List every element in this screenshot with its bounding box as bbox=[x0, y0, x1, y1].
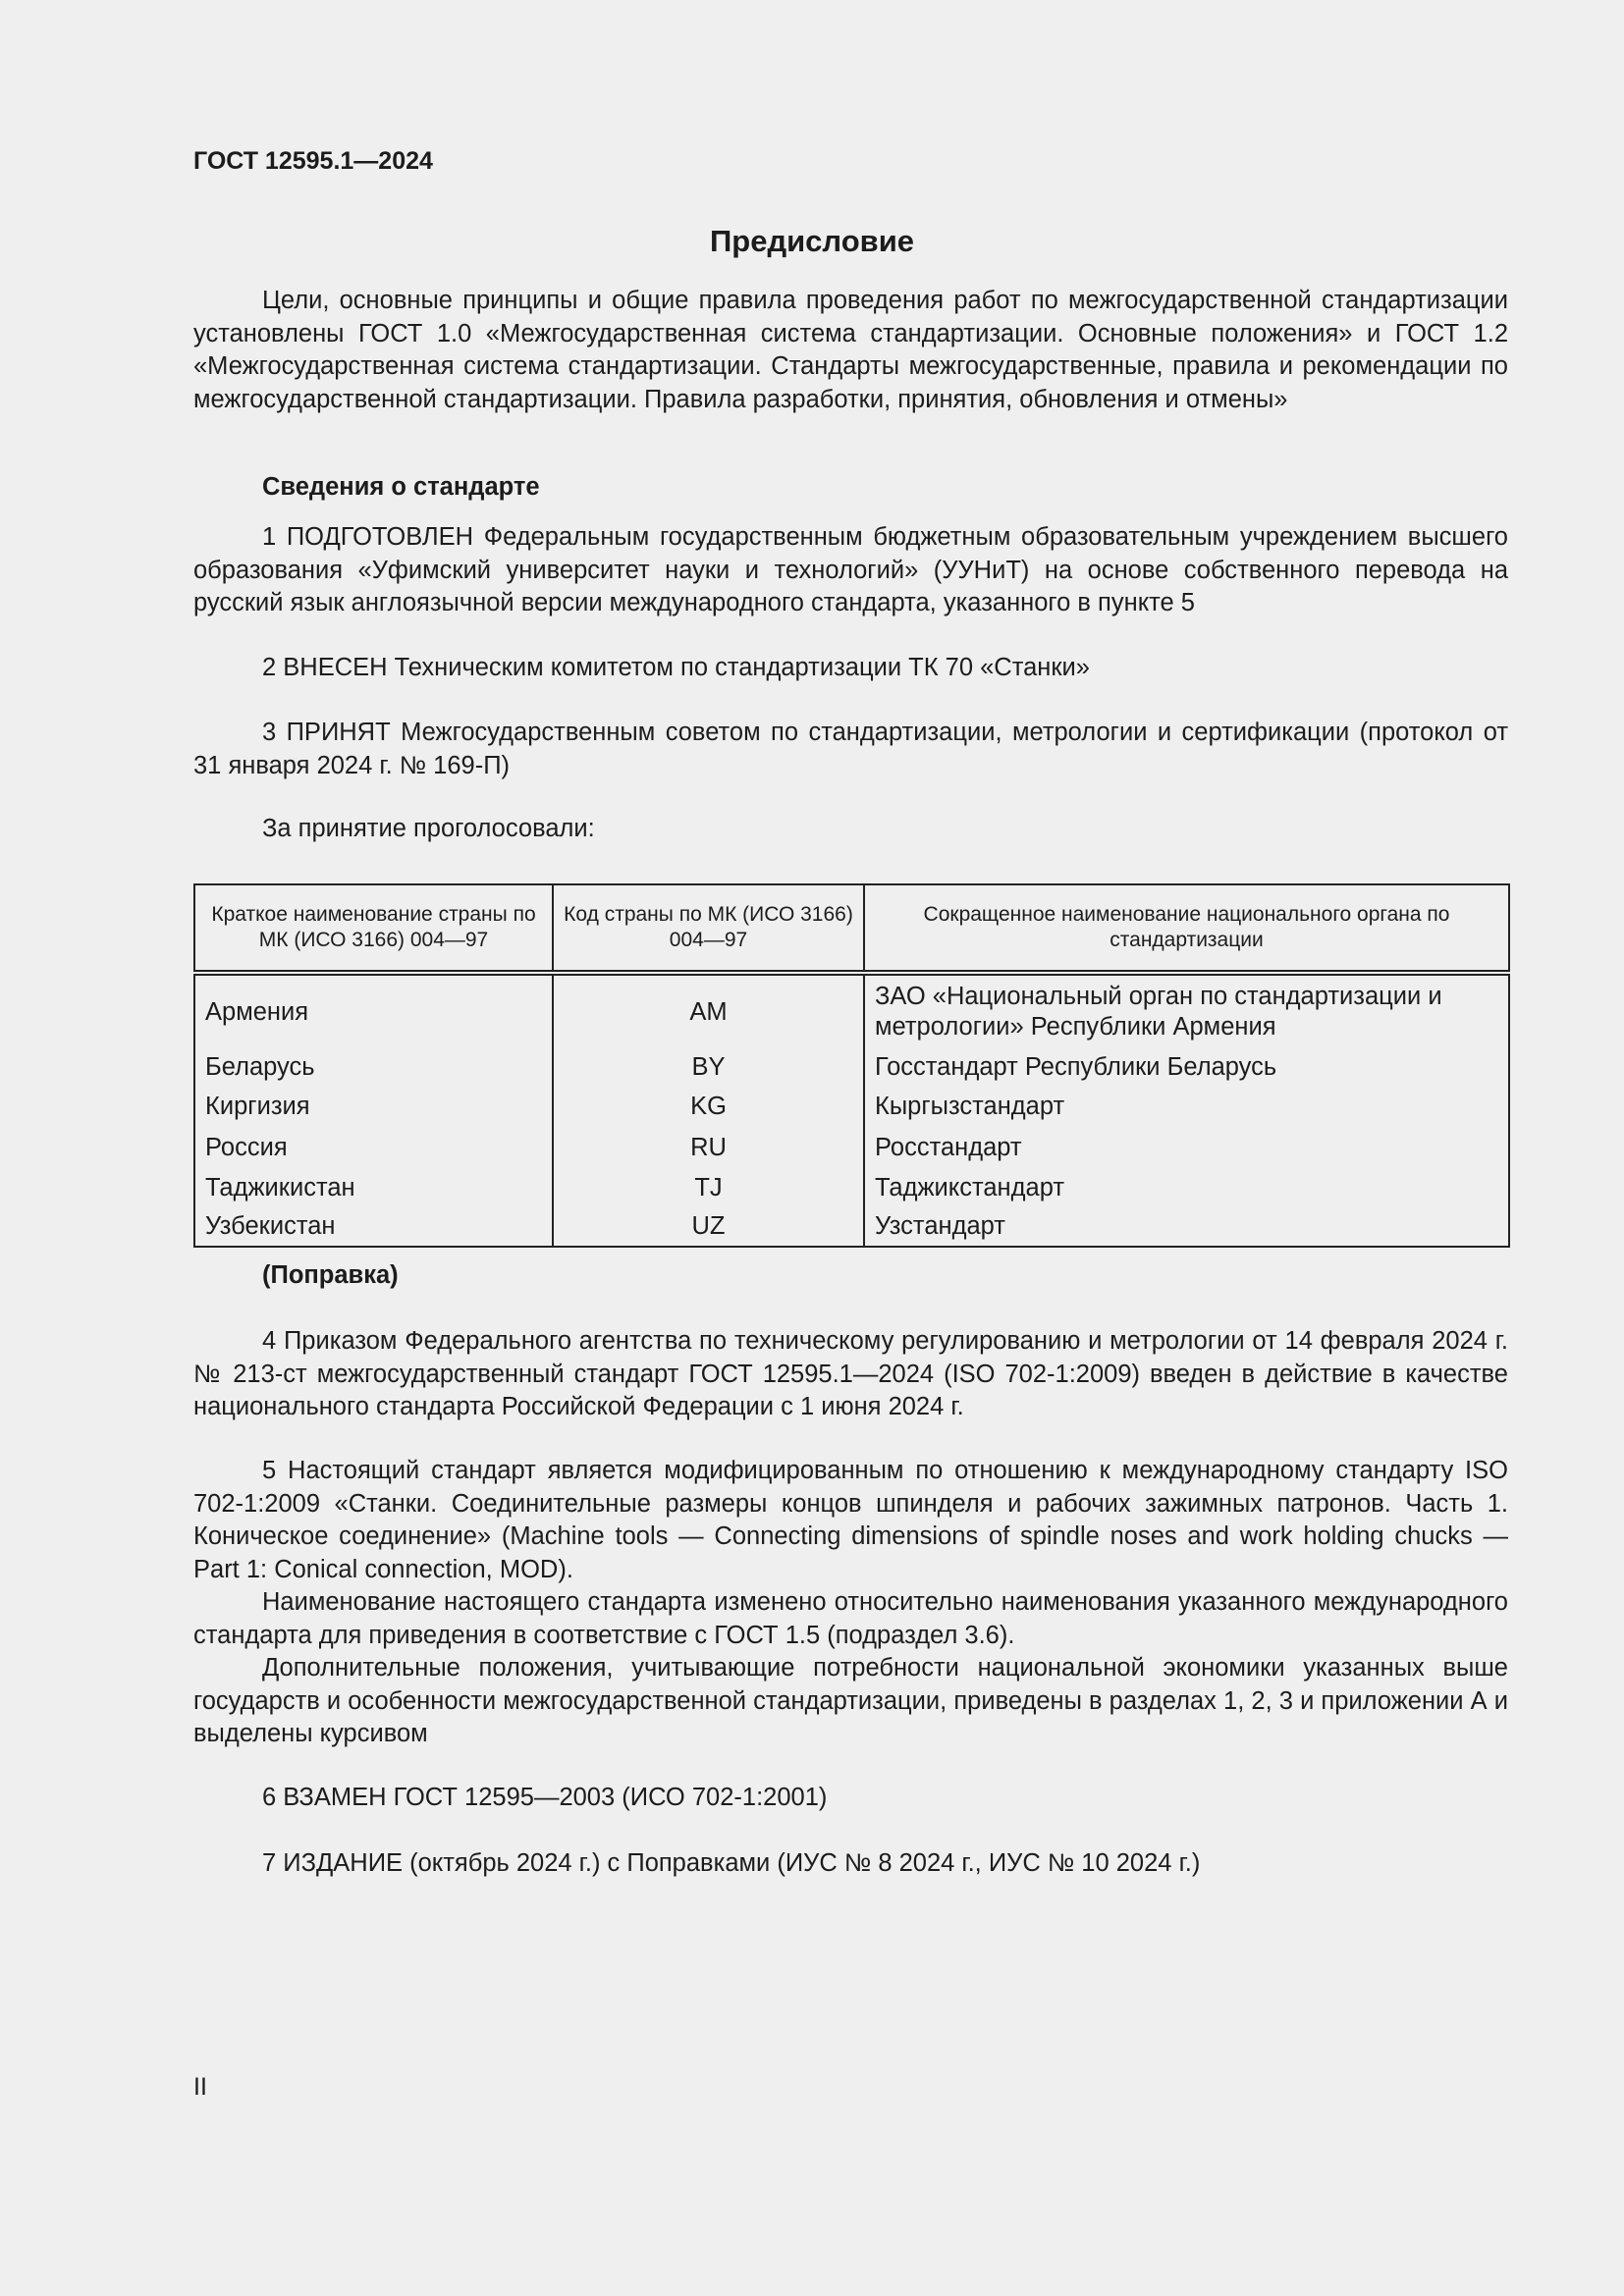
item-5-paragraph-2: Наименование настоящего стандарта изменено относительно наименования указанного международного стандарта для приведения в соответствие с ГОСТ 1.5 (подраздел 3.6). bbox=[193, 1588, 1508, 1649]
body-cell: Госстандарт Республики Беларусь bbox=[864, 1048, 1509, 1086]
body-cell: Узстандарт bbox=[864, 1207, 1509, 1247]
voting-countries-table bbox=[193, 883, 1510, 1248]
document-header: ГОСТ 12595.1—2024 bbox=[193, 147, 433, 175]
intro-paragraph: Цели, основные принципы и общие правила проведения работ по межгосударственной стандартизации установлены ГОСТ 1.0 «Межгосударственная система стандартизации. Основные положения» и ГОСТ 1.2 «Межгосударственная система стандартизации. Стандарты межгосударственные, правила и рекомендации по межгосударственной стандартизации. Правила разработки, принятия, обновления и отмены» bbox=[193, 287, 1508, 413]
country-cell: Россия bbox=[194, 1127, 553, 1168]
item-3-block bbox=[193, 717, 1508, 782]
about-standard-heading: Сведения о стандарте bbox=[262, 473, 540, 501]
code-cell: RU bbox=[553, 1127, 864, 1168]
intro-paragraph-block bbox=[193, 285, 1508, 416]
item-5-paragraph-3: Дополнительные положения, учитывающие потребности национальной экономики указанных выше государств и особенности межгосударственной стандартизации, приведены в разделах 1, 2, 3 и приложении А и выделены курсивом bbox=[193, 1654, 1508, 1747]
item-1-block bbox=[193, 521, 1508, 620]
country-cell: Узбекистан bbox=[194, 1207, 553, 1247]
column-header-country: Краткое наименование страны по МК (ИСО 3166) 004—97 bbox=[194, 884, 553, 973]
item-4-paragraph: 4 Приказом Федерального агентства по техническому регулированию и метрологии от 14 февраля 2024 г. № 213-ст межгосударственный стандарт ГОСТ 12595.1—2024 (ISO 702-1:2009) введен в действие в качестве национального стандарта Российской Федерации с 1 июня 2024 г. bbox=[193, 1327, 1508, 1420]
column-header-code: Код страны по МК (ИСО 3166) 004—97 bbox=[553, 884, 864, 973]
voted-label: За принятие проголосовали: bbox=[262, 815, 595, 842]
table-header-row bbox=[194, 884, 1509, 973]
country-cell: Армения bbox=[194, 973, 553, 1048]
body-cell: Таджикстандарт bbox=[864, 1168, 1509, 1207]
item-5-paragraph-1: 5 Настоящий стандарт является модифицированным по отношению к международному стандарту ISO 702-1:2009 «Станки. Соединительные размеры концов шпинделя и рабочих зажимных патронов. Часть 1. Коническое соединение» (Machine tools — Connecting dimensions of spindle noses and work holding chucks — Part 1: Conical connection, MOD). bbox=[193, 1457, 1508, 1583]
country-cell: Беларусь bbox=[194, 1048, 553, 1086]
body-cell: Росстандарт bbox=[864, 1127, 1509, 1168]
country-cell: Таджикистан bbox=[194, 1168, 553, 1207]
item-4-block bbox=[193, 1325, 1508, 1424]
item-2-block bbox=[193, 652, 1508, 685]
amendment-note: (Поправка) bbox=[262, 1261, 399, 1289]
table-row bbox=[194, 1086, 1509, 1127]
item-7-paragraph: 7 ИЗДАНИЕ (октябрь 2024 г.) с Поправками (ИУС № 8 2024 г., ИУС № 10 2024 г.) bbox=[262, 1849, 1201, 1877]
body-cell: ЗАО «Национальный орган по стандартизации и метрологии» Республики Армения bbox=[864, 973, 1509, 1048]
item-7-block bbox=[193, 1847, 1508, 1881]
table-row bbox=[194, 1127, 1509, 1168]
table-row bbox=[194, 1048, 1509, 1086]
code-cell: KG bbox=[553, 1086, 864, 1127]
item-1-paragraph: 1 ПОДГОТОВЛЕН Федеральным государственным бюджетным образовательным учреждением высшего образования «Уфимский университет науки и технологий» (УУНиТ) на основе собственного перевода на русский язык англоязычной версии международного стандарта, указанного в пункте 5 bbox=[193, 523, 1508, 616]
page-number: II bbox=[193, 2073, 207, 2101]
table-row bbox=[194, 1207, 1509, 1247]
code-cell: BY bbox=[553, 1048, 864, 1086]
page-title: Предисловие bbox=[709, 224, 914, 258]
item-2-paragraph: 2 ВНЕСЕН Техническим комитетом по стандартизации ТК 70 «Станки» bbox=[262, 654, 1090, 681]
table-row bbox=[194, 973, 1509, 1048]
code-cell: UZ bbox=[553, 1207, 864, 1247]
item-5-block bbox=[193, 1455, 1508, 1751]
column-header-body: Сокращенное наименование национального органа по стандартизации bbox=[864, 884, 1509, 973]
item-3-paragraph: 3 ПРИНЯТ Межгосударственным советом по стандартизации, метрологии и сертификации (протокол от 31 января 2024 г. № 169-П) bbox=[193, 719, 1508, 779]
item-6-block bbox=[193, 1782, 1508, 1815]
table-row bbox=[194, 1168, 1509, 1207]
code-cell: AM bbox=[553, 973, 864, 1048]
body-cell: Кыргызстандарт bbox=[864, 1086, 1509, 1127]
code-cell: TJ bbox=[553, 1168, 864, 1207]
country-cell: Киргизия bbox=[194, 1086, 553, 1127]
item-6-paragraph: 6 ВЗАМЕН ГОСТ 12595—2003 (ИСО 702-1:2001) bbox=[262, 1784, 828, 1811]
